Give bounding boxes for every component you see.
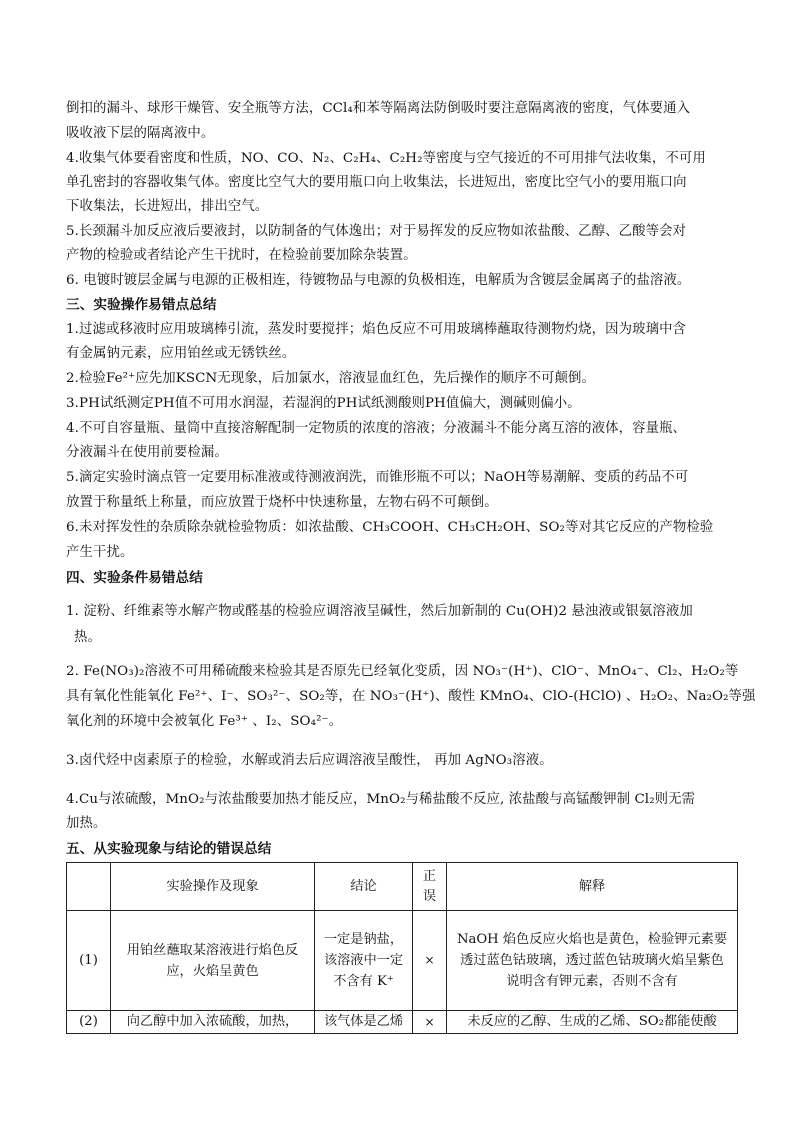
text-line: 吸收液下层的隔离液中。 [66, 126, 215, 141]
header-cell: 解释 [447, 863, 738, 911]
header-cell [67, 863, 111, 911]
error-summary-table [66, 862, 738, 1034]
section-heading: 五、从实验现象与结论的错误总结 [66, 841, 272, 857]
row-operation: 用铂丝蘸取某溶液进行焰色反应，火焰呈黄色 [111, 911, 315, 1011]
text-line: 有金属钠元素，应用铂丝或无锈铁丝。 [66, 346, 296, 361]
section-heading: 三、实验操作易错点总结 [66, 297, 217, 313]
text-line: 单孔密封的容器收集气体。密度比空气大的要用瓶口向上收集法，长进短出，密度比空气小的要用瓶口向 [66, 175, 687, 190]
text-line: 1.过滤或移液时应用玻璃棒引流，蒸发时要搅拌；焰色反应不可用玻璃棒蘸取待测物灼烧，因为玻璃中含 [66, 322, 687, 337]
text-line: 下收集法，长进短出，排出空气。 [66, 199, 269, 214]
text-line: 具有氧化性能氧化 Fe²⁺、I⁻、SO₃²⁻、SO₂等，在 NO₃⁻(H⁺)、酸性 KMnO₄、ClO-(HClO) 、H₂O₂、Na₂O₂等强 [66, 689, 756, 704]
table-row [67, 1011, 738, 1034]
text-line: 5.长颈漏斗加反应液后要液封，以防制备的气体逸出；对于易挥发的反应物如浓盐酸、乙醇、乙酸等会对 [66, 224, 687, 239]
header-cell: 正误 [413, 863, 447, 911]
text-line: 产物的检验或者结论产生干扰时，在检验前要加除杂装置。 [66, 248, 417, 263]
text-line: 分液漏斗在使用前要检漏。 [66, 445, 228, 460]
row-conclusion: 该气体是乙烯 [315, 1011, 413, 1034]
row-mark: × [413, 1011, 447, 1034]
text-line: 热。 [74, 630, 101, 645]
text-line: 氧化剂的环境中会被氧化 Fe³⁺ 、I₂、SO₄²⁻。 [66, 714, 343, 729]
text-line: 放置于称量纸上称量，而应放置于烧杯中快速称量，左物右码不可颠倒。 [66, 495, 498, 510]
text-line: 4.Cu与浓硫酸，MnO₂与浓盐酸要加热才能反应，MnO₂与稀盐酸不反应, 浓盐酸与高锰酸钾制 Cl₂则无需 [66, 792, 696, 807]
section-heading: 四、实验条件易错总结 [66, 570, 203, 586]
text-line: 2.检验Fe²⁺应先加KSCN无现象，后加氯水，溶液显血红色，先后操作的顺序不可颠倒。 [66, 371, 596, 386]
row-number: (1) [67, 911, 111, 1011]
row-explanation: NaOH 焰色反应火焰也是黄色，检验钾元素要透过蓝色钴玻璃，透过蓝色钴玻璃火焰呈紫色说明含有钾元素，否则不含有 [447, 911, 738, 1011]
text-line: 1. 淀粉、纤维素等水解产物或醛基的检验应调溶液呈碱性，然后加新制的 Cu(OH)2 悬浊液或银氨溶液加 [66, 604, 693, 619]
table-row [67, 911, 738, 1011]
row-conclusion: 一定是钠盐，该溶液中一定不含有 K⁺ [315, 911, 413, 1011]
text-line: 4.收集气体要看密度和性质，NO、CO、N₂、C₂H₄、C₂H₂等密度与空气接近的不可用排气法收集，不可用 [66, 151, 706, 166]
table-header-row [67, 863, 738, 911]
text-line: 5.滴定实验时滴点管一定要用标准液或待测液润洗，而锥形瓶不可以；NaOH等易潮解、变质的药品不可 [66, 470, 689, 485]
text-line: 4.不可自容量瓶、量筒中直接溶解配制一定物质的浓度的溶液；分液漏斗不能分离互溶的液体，容量瓶、 [66, 421, 687, 436]
header-cell: 结论 [315, 863, 413, 911]
text-line: 6. 电镀时镀层金属与电源的正极相连，待镀物品与电源的负极相连，电解质为含镀层金属离子的盐溶液。 [66, 273, 691, 288]
row-number: (2) [67, 1011, 111, 1034]
text-line: 6.未对挥发性的杂质除杂就检验物质：如浓盐酸、CH₃COOH、CH₃CH₂OH、SO₂等对其它反应的产物检验 [66, 520, 714, 535]
text-line: 倒扣的漏斗、球形干燥管、安全瓶等方法，CCl₄和苯等隔离法防倒吸时要注意隔离液的密度，气体要通入 [66, 101, 691, 116]
row-operation: 向乙醇中加入浓硫酸，加热， [111, 1011, 315, 1034]
row-explanation: 未反应的乙醇、生成的乙烯、SO₂都能使酸 [447, 1011, 738, 1034]
header-cell: 实验操作及现象 [111, 863, 315, 911]
row-mark: × [413, 911, 447, 1011]
text-line: 产生干扰。 [66, 545, 134, 560]
text-line: 加热。 [66, 816, 107, 831]
text-line: 3.PH试纸测定PH值不可用水润湿，若湿润的PH试纸测酸则PH值偏大，测碱则偏小。 [66, 396, 581, 411]
text-line: 2. Fe(NO₃)₂溶液不可用稀硫酸来检验其是否原先已经氧化变质，因 NO₃⁻(H⁺)、ClO⁻、MnO₄⁻、Cl₂、H₂O₂等 [66, 664, 739, 679]
text-line: 3.卤代烃中卤素原子的检验，水解或消去后应调溶液呈酸性， 再加 AgNO₃溶液。 [66, 753, 553, 768]
